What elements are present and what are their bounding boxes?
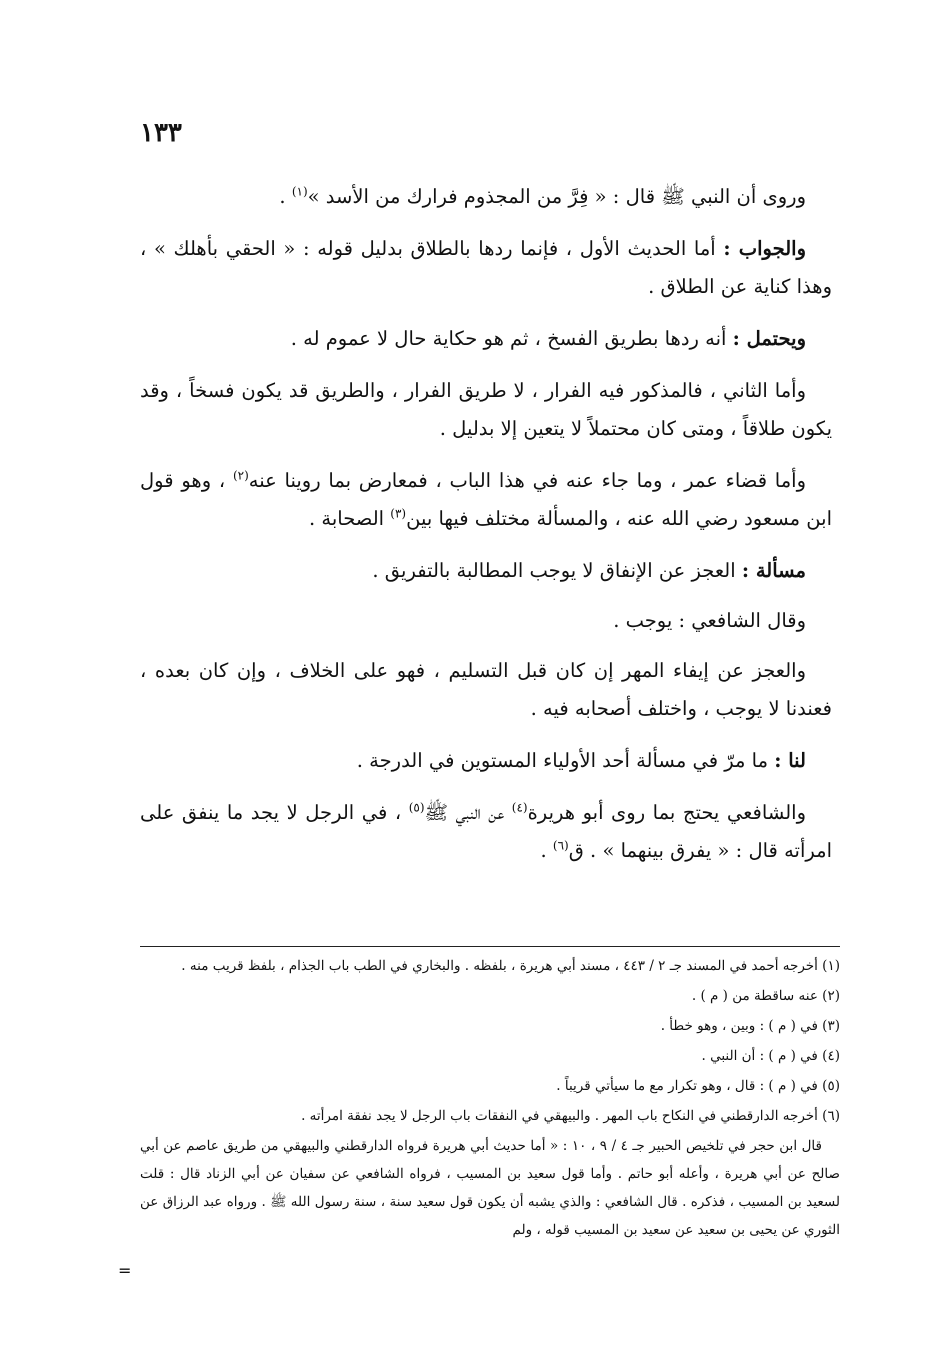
paragraph-7 (140, 602, 832, 640)
paragraph-10 (140, 794, 832, 870)
paragraph-3 (140, 320, 832, 358)
footnote-ref: (٣) (390, 506, 407, 521)
paragraph-text: وقال الشافعي : يوجب . (613, 609, 806, 632)
paragraph-2 (140, 230, 832, 306)
paragraph-5 (140, 462, 832, 538)
paragraph-lead: والجواب : (723, 237, 806, 260)
footnote-ref: (٥) (408, 800, 425, 815)
footnote-5: (٥) في ( م ) : قال ، وهو تكرار مع ما سيأتي قريباً . (556, 1078, 840, 1094)
main-text (140, 178, 832, 884)
paragraph-text: الصحابة . (309, 507, 391, 530)
paragraph-lead: لنا : (774, 749, 806, 772)
footnote-4: (٤) في ( م ) : أن النبي . (701, 1048, 840, 1064)
paragraph-text: ، في الرجل لا يجد ما ينفق على امرأته قال : « يفرق بينهما » . ق (140, 801, 832, 862)
paragraph-6 (140, 552, 832, 590)
paragraph-text: أنه ردها بطريق الفسخ ، ثم هو حكاية حال لا عموم له . (290, 327, 733, 350)
paragraph-text: وروى أن النبي ﷺ قال : « فِرَّ من المجذوم فرارك من الأسد » (307, 185, 806, 208)
paragraph-text: . (279, 185, 292, 208)
footnote-1: (١) أخرجه أحمد في المسند جـ ٢ / ٤٤٣ ، مسند أبي هريرة ، بلفظه . والبخاري في الطب باب الجذام ، بلفظ قريب منه . (181, 958, 840, 974)
footnote-3: (٣) في ( م ) : وبين ، وهو خطأ . (660, 1018, 840, 1034)
paragraph-9 (140, 742, 832, 780)
footnote-ref: (٢) (232, 468, 249, 483)
paragraph-text: ، وهو قول ابن مسعود رضي الله عنه ، والمسألة مختلف فيها بين (140, 469, 832, 530)
paragraph-lead: مسألة : (741, 559, 806, 582)
page-number: ١٣٣ (140, 118, 182, 148)
paragraph-text: . (540, 839, 553, 862)
footnote-6-continued: قال ابن حجر في تلخيص الحبير جـ ٤ / ٩ ، ١٠ : « أما حديث أبي هريرة فرواه الدارقطني والبيهقي من طريق عاصم عن أبي صالح عن أبي هريرة ، وأعله أبو حاتم . وأما قول سعيد بن المسيب ، فرواه الشافعي عن سفيان عن أبي الزناد قال : قلت لسعيد بن المسيب ، فذكره . قال الشافعي : والذي يشبه أن يكون قول سعيد سنة ، سنة رسول الله ﷺ . ورواه عبد الرزاق عن الثوري عن يحيى بن سعيد عن سعيد بن المسيب قوله ، ولم (140, 1138, 840, 1238)
paragraph-4 (140, 372, 832, 448)
paragraph-8 (140, 652, 832, 728)
paragraph-text: أما الحديث الأول ، فإنما ردها بالطلاق بدليل قوله : « الحقي بأهلك » ، وهذا كناية عن الطلاق . (140, 237, 832, 298)
footnote-6: (٦) أخرجه الدارقطني في النكاح باب المهر . والبيهقي في النفقات باب الرجل لا يجد نفقة امرأته . (301, 1108, 840, 1124)
footnote-divider (140, 946, 840, 947)
paragraph-lead: ويحتمل : (732, 327, 806, 350)
paragraph-text: عن النبي ﷺ (424, 801, 512, 824)
paragraph-text: والعجز عن إيفاء المهر إن كان قبل التسليم ، فهو على الخلاف ، وإن كان بعده ، فعندنا لا يوجب ، واختلف أصحابه فيه . (140, 659, 832, 720)
paragraph-text: ما مرّ في مسألة أحد الأولياء المستوين في الدرجة . (356, 749, 775, 772)
paragraph-text: العجز عن الإنفاق لا يوجب المطالبة بالتفريق . (372, 559, 742, 582)
paragraph-text: وأما قضاء عمر ، وما جاء عنه في هذا الباب ، فمعارض بما روينا عنه (248, 469, 807, 492)
continuation-mark: = (118, 1261, 132, 1280)
paragraph-text: والشافعي يحتج بما روى أبو هريرة (527, 801, 806, 824)
footnotes (140, 952, 840, 1246)
paragraph-1 (140, 178, 832, 216)
footnote-2: (٢) عنه ساقطة من ( م ) . (691, 988, 840, 1004)
footnote-ref: (٦) (552, 838, 569, 853)
footnote-ref: (٤) (511, 800, 528, 815)
paragraph-text: وأما الثاني ، فالمذكور فيه الفرار ، لا طريق الفرار ، والطريق قد يكون فسخاً ، وقد يكون طلاقاً ، ومتى كان محتملاً لا يتعين إلا بدليل . (140, 379, 832, 440)
footnote-ref: (١) (291, 184, 308, 199)
